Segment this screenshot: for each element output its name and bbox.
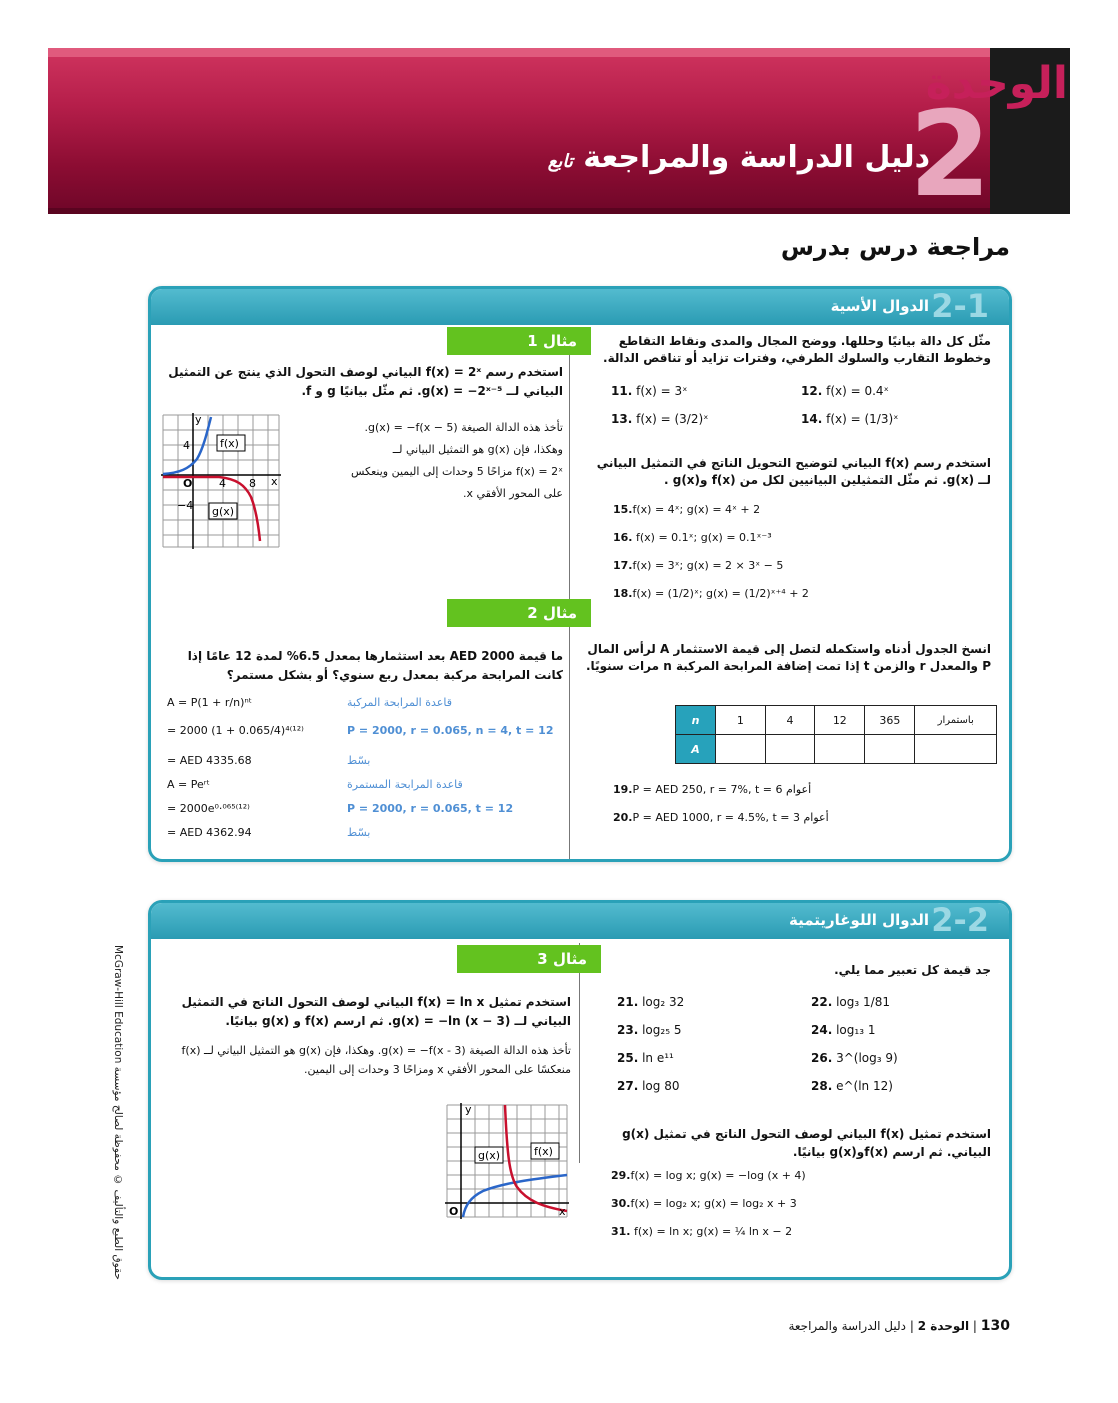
exercise-expression: ln e¹¹ <box>642 1051 674 1065</box>
exercise-17 <box>613 559 973 572</box>
footer-title: دليل الدراسة والمراجعة <box>788 1319 907 1333</box>
example-2-steps <box>167 691 345 845</box>
x-axis-label: x <box>559 1205 566 1218</box>
column-divider <box>579 943 580 1163</box>
example-3-tag: مثال 3 <box>457 945 601 973</box>
table-row <box>676 706 997 735</box>
instruction: انسخ الجدول أدناه واستكمله لتصل إلى قيمة الاستثمار A لرأس المال P والمعدل r والزمن t إذا تمت إضافة المرابحة المركبة n مرات سنويًا. <box>586 642 991 673</box>
page-number: 130 <box>980 1318 1010 1334</box>
reason-line: بسّط <box>347 754 371 767</box>
exercise-12 <box>801 384 981 398</box>
header-top-stripe <box>48 48 1070 57</box>
table-cell <box>865 735 915 764</box>
table-cell <box>765 735 815 764</box>
section-number: 2-2 <box>931 901 989 939</box>
section-title: الدوال اللوغاريتمية <box>789 911 929 929</box>
exercise-expression: f(x) = log₂ x; g(x) = log₂ x + 3 <box>630 1197 797 1210</box>
section-header <box>151 289 1009 325</box>
table-cell <box>716 735 766 764</box>
exercise-number: 12. <box>801 384 823 398</box>
example-1-question: استخدم رسم f(x) = 2ˣ البياني لوصف التحول الذي ينتج عن التمثيل البياني لــ g(x) = −2ˣ⁻⁵. ثم مثّل بيانيًا g و f. <box>168 365 563 398</box>
exercise-expression: 3^(log₃ 9) <box>836 1051 898 1065</box>
footer-unit: الوحدة 2 <box>917 1319 970 1333</box>
exercise-number: 14. <box>801 412 823 426</box>
g-label: g(x) <box>478 1149 501 1162</box>
exercise-expression: log₂₅ 5 <box>642 1023 682 1037</box>
example-1-graph <box>159 411 283 551</box>
instruction: استخدم رسم f(x) البياني لتوضيح التحويل الناتج في التمثيل البياني لــ g(x). ثم مثّل التمثيلين البيانيين لكل من f(x) وg(x) . <box>596 456 991 487</box>
exercise-19 <box>613 783 973 796</box>
section-header <box>151 903 1009 939</box>
exercise-expression: P = AED 250, r = 7%, t = 6 <box>632 783 783 796</box>
example-2-reasons <box>347 691 563 845</box>
exercise-14 <box>801 412 981 426</box>
exercise-27 <box>617 1079 787 1093</box>
exercise-expression: f(x) = ln x; g(x) = ¼ ln x − 2 <box>634 1225 793 1238</box>
exercise-expression: f(x) = 3ˣ <box>636 384 688 398</box>
exercise-expression: log₂ 32 <box>642 995 685 1009</box>
copyright-notice: McGraw-Hill Education حقوق الطبع والتأليف © محفوظة لصالح مؤسسة <box>112 945 124 1280</box>
reason-line: قاعدة المرابحة المركبة <box>347 696 452 709</box>
section-number: 2-1 <box>931 287 989 325</box>
exercise-number: 26. <box>811 1051 833 1065</box>
example-3-graph <box>443 1101 571 1221</box>
exercise-number: 21. <box>617 995 639 1009</box>
exercise-expression: f(x) = 0.4ˣ <box>826 384 889 398</box>
table-cell <box>915 735 997 764</box>
exercise-expression: f(x) = log x; g(x) = −log (x + 4) <box>630 1169 806 1182</box>
answer-line: f(x) = 2ˣ مزاحًا 5 وحدات إلى اليمين وينعكس <box>351 465 563 478</box>
y-axis-label: y <box>195 413 202 426</box>
tick-label: 4 <box>219 477 226 490</box>
instruction: استخدم تمثيل f(x) البياني لوصف التحول الناتج في تمثيل g(x) البياني. ثم ارسم f(x)وg(x) بيانيًا. <box>622 1127 991 1159</box>
exercise-number: 17. <box>613 559 633 572</box>
x-axis-label: x <box>271 475 278 488</box>
table-cell: باستمرار <box>915 706 997 735</box>
exercise-15 <box>613 503 973 516</box>
exercise-number: 31. <box>611 1225 631 1238</box>
unit-word: الوحدة <box>925 58 1068 109</box>
step-line: = 2000 (1 + 0.065/4)⁴⁽¹²⁾ <box>167 724 304 737</box>
table-cell: 12 <box>815 706 865 735</box>
answer-line: تأخذ هذه الدالة الصيغة g(x) = −f(x − 5). <box>364 421 563 434</box>
exercise-expression: f(x) = (1/3)ˣ <box>826 412 899 426</box>
exercise-24 <box>811 1023 981 1037</box>
reason-line: قاعدة المرابحة المستمرة <box>347 778 463 791</box>
exercise-number: 29. <box>611 1169 631 1182</box>
step-line: = AED 4362.94 <box>167 826 252 839</box>
answer-line: على المحور الأفقي x. <box>462 487 563 500</box>
example-3-answer: تأخذ هذه الدالة الصيغة g(x) = −f(x - 3). وهكذا، فإن g(x) هو التمثيل البياني لــ f(x) منعكسًا على المحور الأفقي x ومزاحًا 3 وحدات إلى اليمين. <box>181 1044 571 1076</box>
table-row <box>676 735 997 764</box>
reason-line: P = 2000, r = 0.065, t = 12 <box>347 802 514 815</box>
page-footer <box>630 1318 1010 1334</box>
investment-table <box>675 705 997 764</box>
g-label: g(x) <box>212 505 235 518</box>
exercise-18 <box>613 587 973 600</box>
exercise-expression: e^(ln 12) <box>836 1079 893 1093</box>
answer-line: وهكذا، فإن g(x) هو التمثيل البياني لــ <box>392 443 563 456</box>
footer-separator: | <box>972 1319 977 1333</box>
y-axis-label: y <box>465 1103 472 1116</box>
exercise-number: 19. <box>613 783 633 796</box>
header-title <box>420 140 930 175</box>
exercise-unit: أعوام <box>803 811 829 824</box>
example-2-question: ما قيمة AED 2000 بعد استثمارها بمعدل 6.5% لمدة 12 عامًا إذا كانت المرابحة مركبة بمعدل ربع سنوي؟ أو بشكل مستمر؟ <box>187 649 563 682</box>
exercise-expression: f(x) = 3ˣ; g(x) = 2 × 3ˣ − 5 <box>632 559 784 572</box>
footer-separator: | <box>909 1319 914 1333</box>
exercise-expression: f(x) = 0.1ˣ; g(x) = 0.1ˣ⁻³ <box>636 531 772 544</box>
exercise-29 <box>611 1169 971 1182</box>
tick-label: 4 <box>183 439 190 452</box>
section-panel-2-2 <box>148 900 1012 1280</box>
exercise-expression: log₁₃ 1 <box>836 1023 876 1037</box>
exercise-expression: log₃ 1/81 <box>836 995 890 1009</box>
exercise-30 <box>611 1197 971 1210</box>
section-panel-2-1 <box>148 286 1012 862</box>
exercise-23 <box>617 1023 787 1037</box>
instruction: جد قيمة كل تعبير مما يلي. <box>834 963 991 977</box>
step-line: = 2000e⁰·⁰⁶⁵⁽¹²⁾ <box>167 802 250 815</box>
step-line: = AED 4335.68 <box>167 754 252 767</box>
tick-label: 8 <box>249 477 256 490</box>
table-cell: 4 <box>765 706 815 735</box>
exercise-31 <box>611 1225 971 1238</box>
f-label: f(x) <box>220 437 239 450</box>
step-line: A = Peʳᵗ <box>167 778 210 791</box>
exercise-expression: log 80 <box>642 1079 680 1093</box>
page-title: مراجعة درس بدرس <box>780 233 1010 261</box>
exercise-20 <box>613 811 973 824</box>
instruction: مثّل كل دالة بيانيًا وحللها. ووضح المجال والمدى ونقاط التقاطع وخطوط التقارب والسلوك الطرفي، وفترات تزايد أو تناقص الدالة. <box>603 334 991 365</box>
exercise-expression: f(x) = 4ˣ; g(x) = 4ˣ + 2 <box>632 503 761 516</box>
origin-label: O <box>183 477 193 490</box>
exercise-number: 23. <box>617 1023 639 1037</box>
tick-label: −4 <box>177 499 194 512</box>
exercise-number: 24. <box>811 1023 833 1037</box>
exercise-number: 16. <box>613 531 633 544</box>
column-divider <box>569 329 570 859</box>
exercise-16 <box>613 531 973 544</box>
table-row-header: n <box>676 706 716 735</box>
step-line: A = P(1 + r/n)ⁿᵗ <box>167 696 252 709</box>
header-subtitle: تابع <box>547 151 573 172</box>
example-1-answer <box>285 417 563 505</box>
exercise-expression: f(x) = (3/2)ˣ <box>636 412 709 426</box>
origin-label: O <box>449 1205 459 1218</box>
exercise-11 <box>611 384 791 398</box>
exercise-26 <box>811 1051 981 1065</box>
exercise-number: 25. <box>617 1051 639 1065</box>
exercise-13 <box>611 412 791 426</box>
f-label: f(x) <box>534 1145 553 1158</box>
exercise-number: 28. <box>811 1079 833 1093</box>
exercise-unit: أعوام <box>785 783 812 796</box>
table-row-header: A <box>676 735 716 764</box>
table-cell <box>815 735 865 764</box>
exercise-number: 18. <box>613 587 633 600</box>
reason-line: P = 2000, r = 0.065, n = 4, t = 12 <box>347 724 554 737</box>
exercise-number: 30. <box>611 1197 631 1210</box>
section-title: الدوال الأسية <box>830 297 929 315</box>
exercise-expression: f(x) = (1/2)ˣ; g(x) = (1/2)ˣ⁺⁴ + 2 <box>632 587 809 600</box>
exercise-number: 15. <box>613 503 633 516</box>
header-title-text: دليل الدراسة والمراجعة <box>583 140 930 175</box>
exercise-21 <box>617 995 787 1009</box>
exercise-expression: P = AED 1000, r = 4.5%, t = 3 <box>632 811 800 824</box>
exercise-number: 11. <box>611 384 633 398</box>
example-2-tag: مثال 2 <box>447 599 591 627</box>
exercise-25 <box>617 1051 787 1065</box>
exercise-number: 13. <box>611 412 633 426</box>
example-1-tag: مثال 1 <box>447 327 591 355</box>
reason-line: بسّط <box>347 826 371 839</box>
exercise-number: 27. <box>617 1079 639 1093</box>
exercise-number: 22. <box>811 995 833 1009</box>
exercise-22 <box>811 995 981 1009</box>
exercise-number: 20. <box>613 811 633 824</box>
exercise-28 <box>811 1079 981 1093</box>
example-3-question: استخدم تمثيل f(x) = ln x البياني لوصف التحول الناتج في التمثيل البياني لــ g(x) = −ln (x − 3). ثم ارسم f(x) و g(x) بيانيًا. <box>181 995 571 1028</box>
table-cell: 365 <box>865 706 915 735</box>
unit-number: 2 <box>908 85 992 223</box>
table-cell: 1 <box>716 706 766 735</box>
